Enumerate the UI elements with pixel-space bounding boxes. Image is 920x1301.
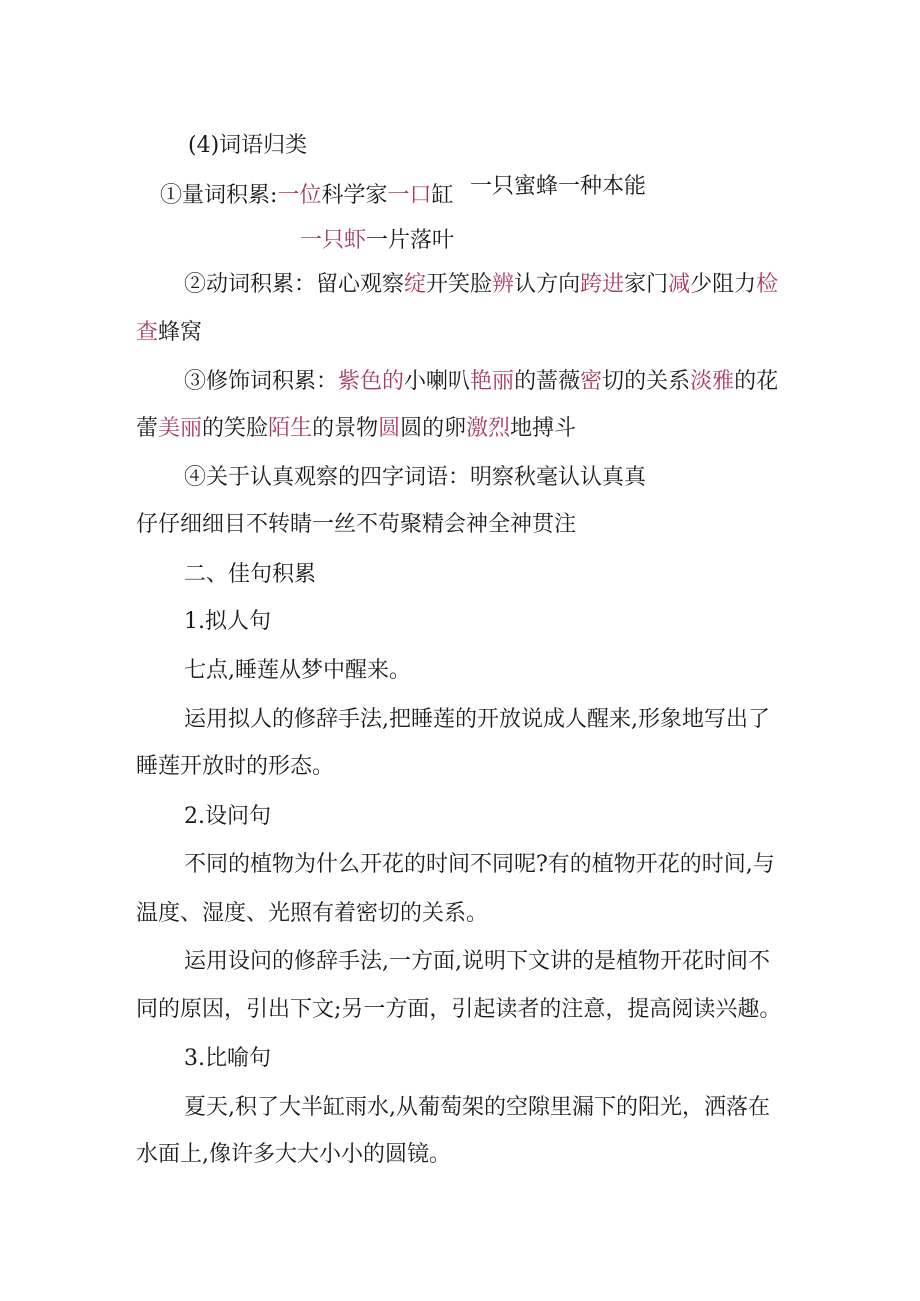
personification-title: 1.拟人句 bbox=[184, 609, 271, 634]
highlight-word: 检 bbox=[756, 272, 779, 297]
idiom-words-line: ④关于认真观察的四字词语：明察秋毫认认真真 bbox=[184, 465, 647, 490]
plain-text: 一片落叶 bbox=[366, 228, 455, 253]
verb-words-line bbox=[184, 270, 778, 300]
verb-words-label: ②动词积累：留心观察 bbox=[184, 272, 405, 297]
highlight-word: 美丽 bbox=[158, 416, 203, 441]
highlight-word: 绽 bbox=[404, 272, 427, 297]
plain-text: 少阻力 bbox=[690, 272, 757, 297]
simile-example-2: 水面上,像许多大大小小的圆镜。 bbox=[136, 1142, 451, 1167]
highlight-word: 紫色的 bbox=[338, 369, 405, 394]
modifier-words-line bbox=[184, 367, 778, 397]
highlight-word: 辨 bbox=[492, 272, 515, 297]
plain-text: 的景物 bbox=[312, 416, 379, 441]
plain-text: 蜂窝 bbox=[158, 320, 203, 345]
section-heading-word-classification: (4)词语归类 bbox=[188, 133, 308, 158]
measure-words-right: 一只蜜蜂一种本能 bbox=[470, 174, 647, 199]
plain-text: 开笑脸 bbox=[426, 272, 493, 297]
plain-text: 科学家 bbox=[321, 183, 388, 208]
highlight-word: 淡雅 bbox=[690, 369, 735, 394]
plain-text: 的蔷薇 bbox=[514, 369, 581, 394]
highlight-word: 一口 bbox=[387, 183, 432, 208]
plain-text: 地搏斗 bbox=[510, 416, 577, 441]
section-heading-sentences: 二、佳句积累 bbox=[184, 562, 317, 587]
personification-explain-2: 睡莲开放时的形态。 bbox=[136, 754, 335, 779]
plain-text: 圆的卵 bbox=[400, 416, 467, 441]
highlight-word: 艳丽 bbox=[470, 369, 515, 394]
plain-text: 的花 bbox=[734, 369, 779, 394]
measure-words-label: ①量词积累: bbox=[160, 183, 278, 208]
personification-example: 七点,睡莲从梦中醒来。 bbox=[184, 658, 411, 683]
modifier-words-label: ③修饰词积累： bbox=[184, 369, 339, 394]
measure-words-line-2 bbox=[300, 226, 454, 256]
rhetorical-question-explain: 运用设问的修辞手法,一方面,说明下文讲的是植物开花时间不 bbox=[184, 949, 770, 974]
highlight-word: 圆 bbox=[378, 416, 401, 441]
simile-example: 夏天,积了大半缸雨水,从葡萄架的空隙里漏下的阳光，洒落在 bbox=[184, 1095, 770, 1120]
personification-explain: 运用拟人的修辞手法,把睡莲的开放说成人醒来,形象地写出了 bbox=[184, 707, 770, 732]
plain-text: 认方向 bbox=[514, 272, 581, 297]
rhetorical-question-explain-2: 同的原因，引出下文;另一方面，引起读者的注意，提高阅读兴趣。 bbox=[136, 997, 782, 1022]
plain-text: 家门 bbox=[624, 272, 669, 297]
rhetorical-question-example-2: 温度、湿度、光照有着密切的关系。 bbox=[136, 901, 489, 926]
highlight-word: 跨进 bbox=[580, 272, 625, 297]
idiom-words-line-2: 仔仔细细目不转睛一丝不苟聚精会神全神贯注 bbox=[136, 512, 577, 537]
measure-words-line bbox=[160, 181, 453, 211]
highlight-word: 查 bbox=[136, 320, 159, 345]
highlight-word: 减 bbox=[668, 272, 691, 297]
plain-text: 缸 bbox=[431, 183, 454, 208]
plain-text: 小喇叭 bbox=[404, 369, 471, 394]
plain-text: 切的关系 bbox=[602, 369, 691, 394]
plain-text: 蕾 bbox=[136, 416, 159, 441]
plain-text: 的笑脸 bbox=[202, 416, 269, 441]
highlight-word: 密 bbox=[580, 369, 603, 394]
highlight-word: 一位 bbox=[277, 183, 322, 208]
rhetorical-question-title: 2.设问句 bbox=[184, 804, 271, 829]
highlight-word: 陌生 bbox=[268, 416, 313, 441]
highlight-word: 一只虾 bbox=[300, 228, 367, 253]
rhetorical-question-example: 不同的植物为什么开花的时间不同呢?有的植物开花的时间,与 bbox=[184, 852, 775, 877]
highlight-word: 激烈 bbox=[466, 416, 511, 441]
simile-title: 3.比喻句 bbox=[184, 1046, 271, 1071]
verb-words-line-2 bbox=[136, 318, 202, 348]
modifier-words-line-2 bbox=[136, 414, 576, 444]
